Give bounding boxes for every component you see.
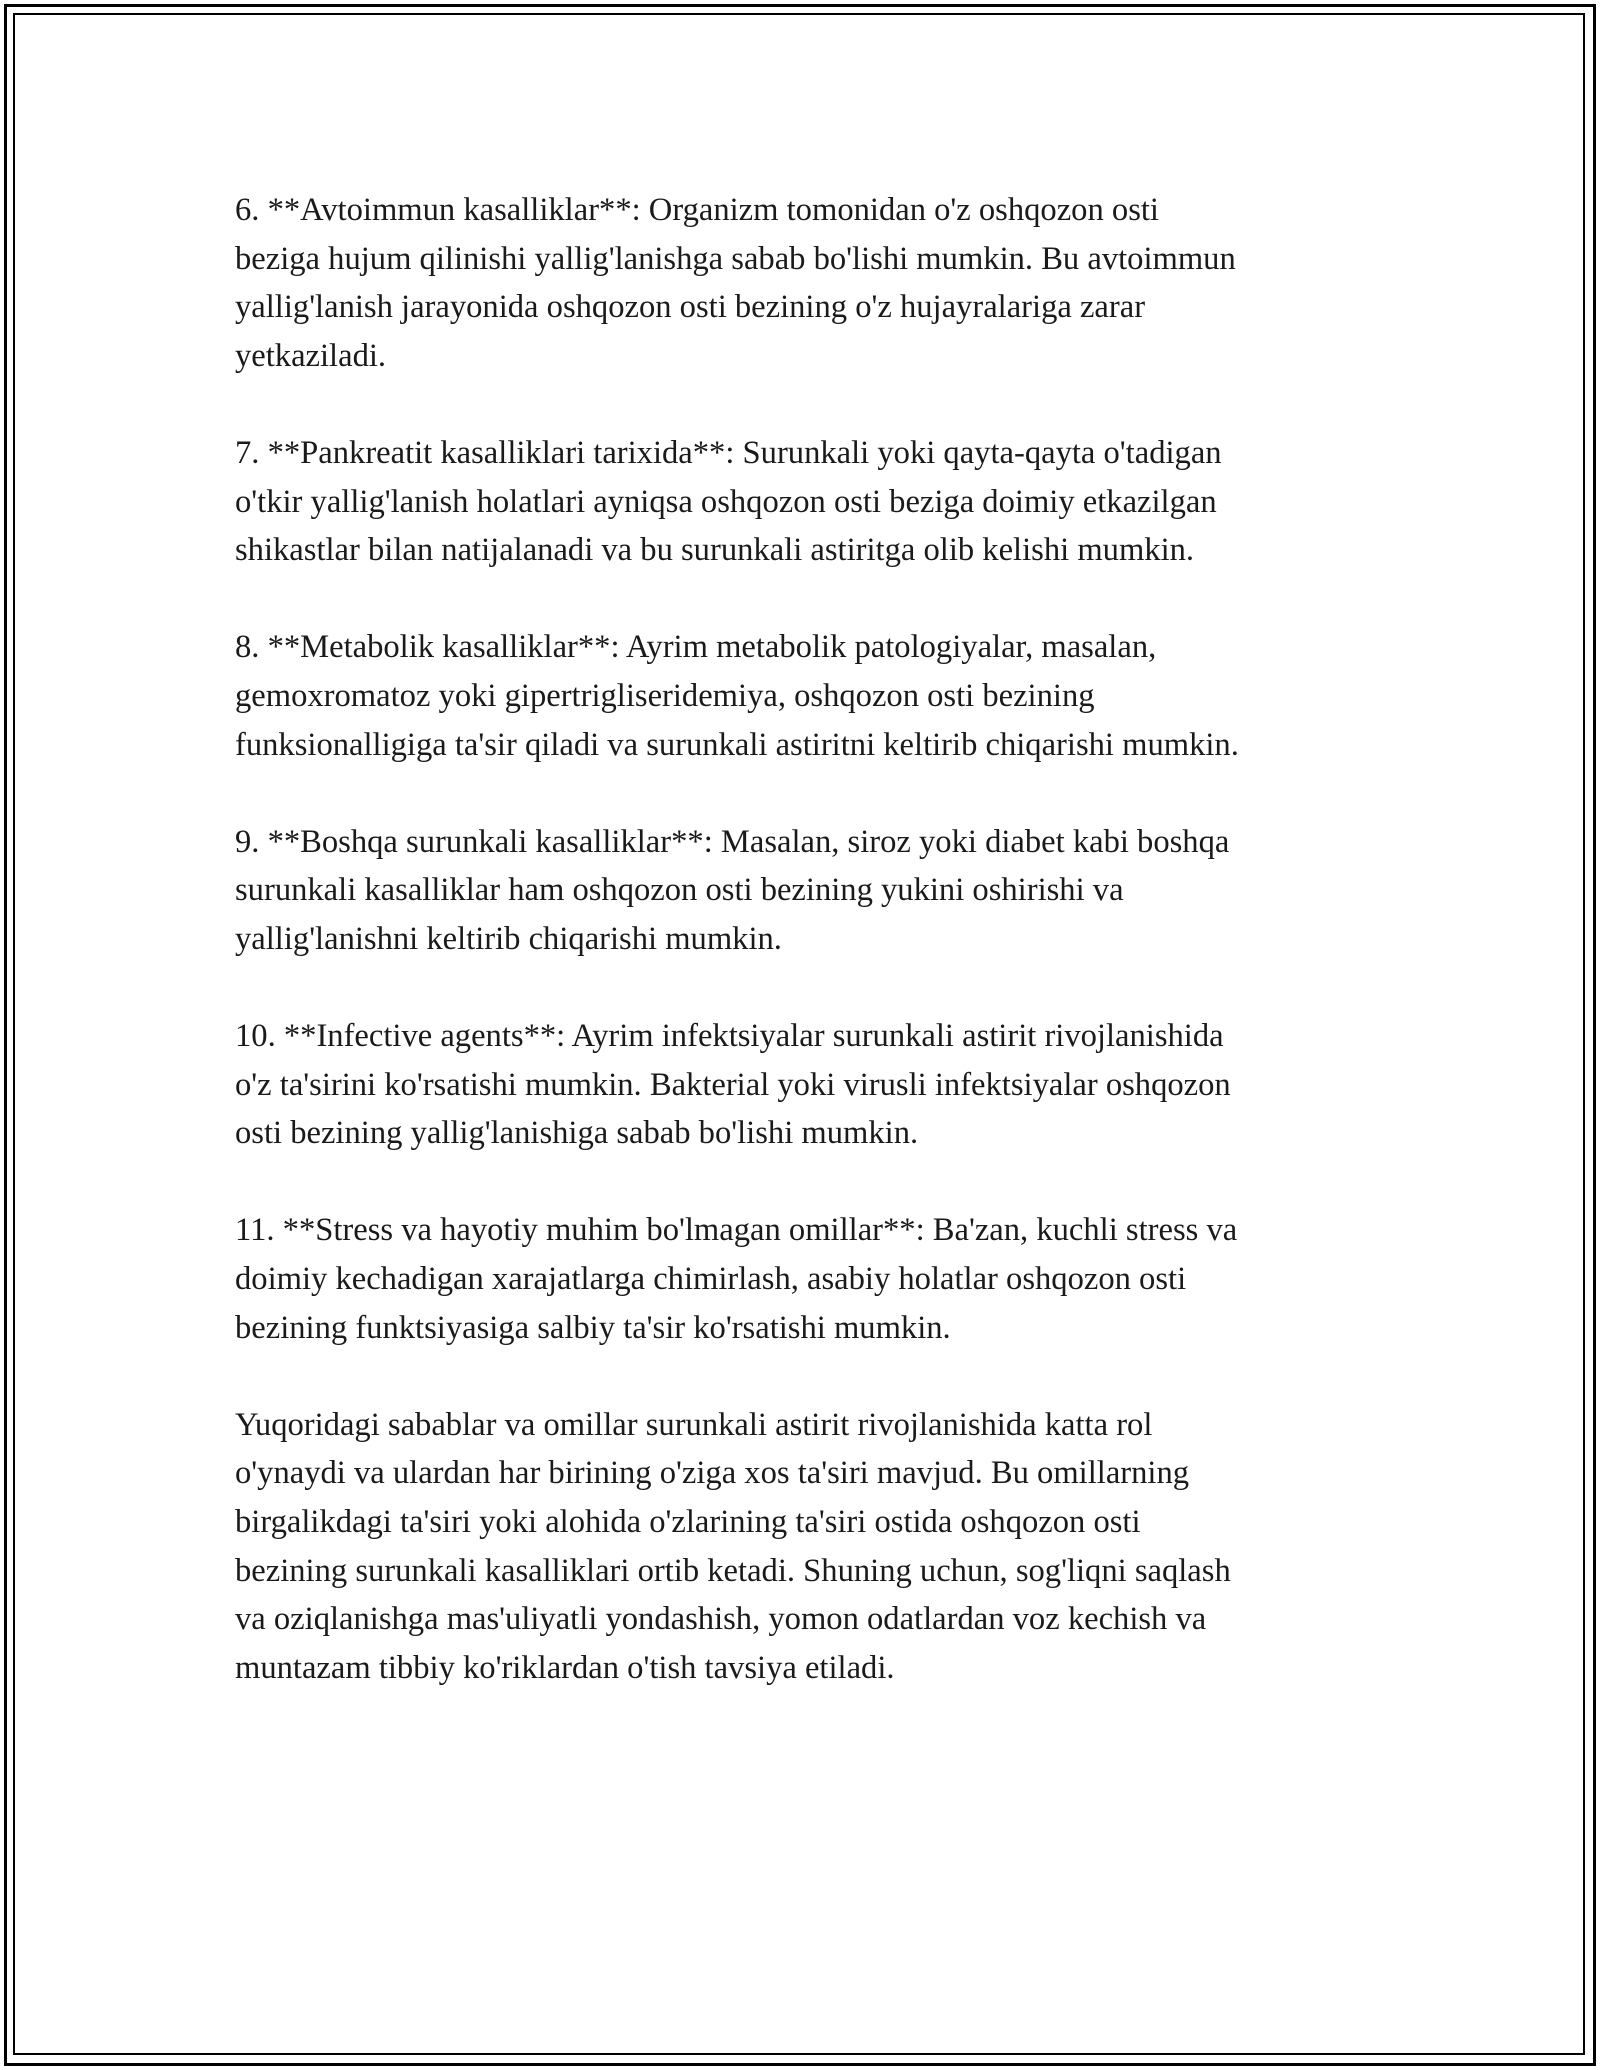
paragraph-metabolic-diseases: 8. **Metabolik kasalliklar**: Ayrim metabolik patologiyalar, masalan, gemoxromatoz yoki gipertrigliseridemiya, oshqozon osti bezining funksionalligiga ta'sir qiladi va surunkali astiritni keltirib chiqarishi mumkin. bbox=[235, 629, 1239, 763]
paragraph-infective-agents: 10. **Infective agents**: Ayrim infektsiyalar surunkali astirit rivojlanishida o'z ta'sirini ko'rsatishi mumkin. Bakterial yoki virusli infektsiyalar oshqozon osti bezining yallig'lanishiga sabab bo'lishi mumkin. bbox=[235, 1018, 1231, 1152]
paragraph-other-chronic-diseases: 9. **Boshqa surunkali kasalliklar**: Masalan, siroz yoki diabet kabi boshqa surunkali kasalliklar ham oshqozon osti bezining yukini oshirishi va yallig'lanishni keltirib chiqarishi mumkin. bbox=[235, 823, 1230, 957]
paragraph-conclusion: Yuqoridagi sabablar va omillar surunkali astirit rivojlanishida katta rol o'ynaydi va ulardan har birining o'ziga xos ta'siri mavjud. Bu omillarning birgalikdagi ta'siri yoki alohida o'zlarining ta'siri ostida oshqozon osti bezining surunkali kasalliklari ortib ketadi. Shuning uchun, sog'liqni saqlash va oziqlanishga mas'uliyatli yondashish, yomon odatlardan voz kechish va muntazam tibbiy ko'riklardan o'tish tavsiya etiladi. bbox=[235, 1406, 1231, 1686]
paragraph-pancreatitis-history: 7. **Pankreatit kasalliklari tarixida**: Surunkali yoki qayta-qayta o'tadigan o'tkir yallig'lanish holatlari ayniqsa oshqozon osti beziga doimiy etkazilgan shikastlar bilan natijalanadi va bu surunkali astiritga olib kelishi mumkin. bbox=[235, 434, 1222, 569]
document-body bbox=[235, 186, 1395, 1741]
paragraph-stress-factors: 11. **Stress va hayotiy muhim bo'lmagan omillar**: Ba'zan, kuchli stress va doimiy kechadigan xarajatlarga chimirlash, asabiy holatlar oshqozon osti bezining funktsiyasiga salbiy ta'sir ko'rsatishi mumkin. bbox=[235, 1212, 1238, 1346]
paragraph-autoimmune-diseases: 6. **Avtoimmun kasalliklar**: Organizm tomonidan o'z oshqozon osti beziga hujum qilinishi yallig'lanishga sabab bo'lishi mumkin. Bu avtoimmun yallig'lanish jarayonida oshqozon osti bezining o'z hujayralariga zarar yetkaziladi. bbox=[235, 192, 1236, 374]
